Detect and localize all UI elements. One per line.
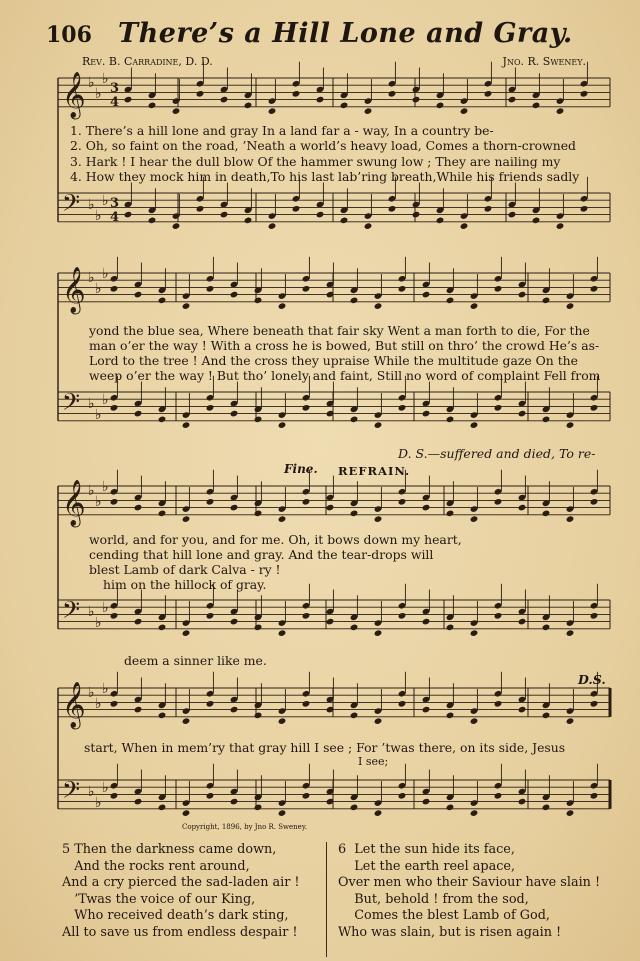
note-head [278,629,287,637]
flat-icon: ♭ [88,197,95,213]
note-head [302,700,311,708]
note-head [268,107,277,115]
note-head [590,612,599,620]
note-head [158,510,167,518]
note-head [422,798,431,806]
time-signature: 3 [110,81,120,96]
note-head [268,222,277,230]
author-credit: Rev. B. Carradine, D. D. [82,55,213,68]
note-head [518,410,527,418]
note-head [446,712,455,720]
note-head [158,804,167,812]
note-head [278,421,287,429]
note-head [206,792,215,800]
flat-icon: ♭ [88,604,95,620]
lyric-line-verse-4: 4. How they mock him in death,To his last lab’ring breath,While his friends sadly [70,169,580,184]
note-head [398,404,407,412]
lyric-line-verse-2: cending that hill lone and gray. And the tear-drops will [89,547,434,562]
note-head [148,102,157,110]
note-head [566,302,575,310]
note-head [398,700,407,708]
note-head [196,90,205,98]
flat-icon: ♭ [102,71,109,87]
flat-icon: ♭ [88,784,95,800]
note-head [374,421,383,429]
note-head [350,297,359,305]
note-head [158,297,167,305]
note-head [206,612,215,620]
note-head [230,618,239,626]
note-head [494,612,503,620]
clef-icon: 𝄞 [62,267,86,313]
lyric-line-verse-1: 1. There’s a hill lone and gray In a land far a - way, In a country be- [70,123,494,138]
note-head [182,421,191,429]
note-head [110,792,119,800]
note-head [436,102,445,110]
note-head [340,217,349,225]
note-head [518,291,527,299]
clef-icon: 𝄞 [62,682,86,728]
note-head [446,297,455,305]
note-head [278,809,287,817]
note-head [446,624,455,632]
note-head [230,291,239,299]
note-head [566,809,575,817]
note-head [374,515,383,523]
note-head [556,107,565,115]
note-head [230,706,239,714]
lyric-line-verse-3: 3. Hark ! I hear the dull blow Of the hammer swung low ; They are nailing my [70,154,561,169]
flat-icon: ♭ [95,615,102,631]
note-head [134,706,143,714]
note-head [316,96,325,104]
note-head [182,302,191,310]
note-head [494,700,503,708]
note-head [230,798,239,806]
note-head [220,96,229,104]
note-head [134,618,143,626]
note-head [590,404,599,412]
note-head [158,624,167,632]
note-head [542,297,551,305]
note-head [398,498,407,506]
note-head [566,629,575,637]
note-head [206,498,215,506]
note-head [518,798,527,806]
composer-credit: Jno. R. Sweney. [502,55,586,68]
flat-icon: ♭ [95,208,102,224]
note-head [470,302,479,310]
note-head [124,96,133,104]
flat-icon: ♭ [95,795,102,811]
note-head [398,285,407,293]
note-head [422,291,431,299]
note-head [470,717,479,725]
note-head [374,629,383,637]
note-head [566,515,575,523]
note-head [158,416,167,424]
copyright-notice: Copyright, 1896, by Jno R. Sweney. [182,823,308,831]
note-head [316,211,325,219]
note-head [244,217,253,225]
flat-icon: ♭ [102,681,109,697]
note-head [350,416,359,424]
note-head [110,404,119,412]
note-head [278,717,287,725]
note-head [278,515,287,523]
note-head [364,107,373,115]
note-head [230,504,239,512]
clef-icon: 𝄞 [62,480,86,526]
note-head [326,504,335,512]
lyric-line-verse-2: man o’er the way ! With a cross he is bowed, But still on thro’ the crowd He’s as- [89,338,600,353]
clef-icon: 𝄢 [62,388,81,421]
note-head [446,510,455,518]
note-head [206,700,215,708]
note-head [590,700,599,708]
note-head [470,809,479,817]
note-head [374,809,383,817]
note-head [422,618,431,626]
note-head [182,809,191,817]
note-head [110,498,119,506]
note-head [134,291,143,299]
ds-marking: D.S. [578,672,606,687]
lyric-line-verse-3: blest Lamb of dark Calva - ry ! [89,562,281,577]
note-head [422,504,431,512]
note-head [340,102,349,110]
flat-icon: ♭ [88,270,95,286]
note-head [422,410,431,418]
note-head [412,96,421,104]
note-head [302,498,311,506]
note-head [580,205,589,213]
flat-icon: ♭ [95,494,102,510]
note-head [110,612,119,620]
flat-icon: ♭ [102,780,109,796]
note-head [398,612,407,620]
note-head [412,211,421,219]
time-signature: 4 [110,95,120,110]
note-head [422,706,431,714]
note-head [532,102,541,110]
note-head [124,211,133,219]
note-head [254,510,263,518]
note-head [542,416,551,424]
note-head [398,792,407,800]
note-head [244,102,253,110]
note-head [494,792,503,800]
note-head [494,498,503,506]
note-head [230,410,239,418]
hymn-title: There’s a Hill Lone and Gray. [118,18,573,49]
note-head [182,717,191,725]
flat-icon: ♭ [95,86,102,102]
note-head [518,618,527,626]
note-head [134,504,143,512]
flat-icon: ♭ [88,483,95,499]
verse-6: 6 Let the sun hide its face, Let the earth reel apace, Over men who their Saviour have slain ! But, behold ! from the sod, Comes the blest Lamb of God, Who was slain, but is risen again ! [338,842,601,940]
flat-icon: ♭ [88,396,95,412]
clef-icon: 𝄢 [62,776,81,809]
note-head [302,792,311,800]
note-head [110,700,119,708]
note-head [374,717,383,725]
note-head [542,712,551,720]
note-head [566,717,575,725]
note-head [302,285,311,293]
note-head [470,629,479,637]
note-head [470,515,479,523]
note-head [254,804,263,812]
note-head [388,90,397,98]
note-head [508,211,517,219]
note-head [254,624,263,632]
note-head [518,706,527,714]
lyric-line-verse-4: weep o’er the way ! But tho’ lonely and faint, Still no word of complaint Fell from [89,368,601,383]
note-head [446,804,455,812]
note-head [302,612,311,620]
note-head [436,217,445,225]
time-signature: 3 [110,196,120,211]
flat-icon: ♭ [88,75,95,91]
clef-icon: 𝄢 [62,596,81,629]
note-head [460,222,469,230]
fine-marking: Fine. [284,462,318,476]
flat-icon: ♭ [95,696,102,712]
note-head [206,404,215,412]
note-head [326,618,335,626]
lyric-line-verse-2: 2. Oh, so faint on the road, ’Neath a world’s heavy load, Comes a thorn-crowned [70,138,576,153]
note-head [350,624,359,632]
note-head [388,205,397,213]
note-head [254,416,263,424]
note-head [134,798,143,806]
note-head [460,107,469,115]
note-head [254,712,263,720]
note-head [590,792,599,800]
note-head [182,515,191,523]
note-head [518,504,527,512]
lyric-line-verse-1: yond the blue sea, Where beneath that fair sky Went a man forth to die, For the [89,323,590,338]
note-head [196,205,205,213]
flat-icon: ♭ [95,281,102,297]
note-head [158,712,167,720]
flat-icon: ♭ [102,193,109,209]
note-head [292,205,301,213]
ds-lyric: D. S.—suffered and died, To re- [398,446,596,461]
note-head [148,217,157,225]
verse-5: 5 Then the darkness came down, And the rocks rent around, And a cry pierced the sad-laden air ! ’Twas the voice of our King, Who received death’s dark sting, All to save us from endless despair ! [62,842,300,940]
note-head [172,222,181,230]
note-head [566,421,575,429]
refrain-label: REFRAIN. [338,464,411,478]
flat-icon: ♭ [95,407,102,423]
lyric-line: start, When in mem’ry that gray hill I see ; For ’twas there, on its side, Jesus [84,740,566,755]
flat-icon: ♭ [88,685,95,701]
note-head [110,285,119,293]
bass-lyric-line: deem a sinner like me. [124,653,267,668]
note-head [350,804,359,812]
clef-icon: 𝄢 [62,189,81,222]
note-head [532,217,541,225]
echo-lyric: I see; [358,755,389,768]
note-head [542,510,551,518]
note-head [182,629,191,637]
note-head [278,302,287,310]
note-head [254,297,263,305]
note-head [350,510,359,518]
flat-icon: ♭ [102,600,109,616]
note-head [470,421,479,429]
note-head [350,712,359,720]
note-head [134,410,143,418]
note-head [292,90,301,98]
note-head [484,90,493,98]
note-head [446,416,455,424]
note-head [172,107,181,115]
note-head [302,404,311,412]
note-head [206,285,215,293]
note-head [484,205,493,213]
note-head [494,404,503,412]
note-head [494,285,503,293]
flat-icon: ♭ [102,479,109,495]
note-head [364,222,373,230]
verse-divider [326,842,327,957]
page-number: 106 [46,22,92,48]
note-head [580,90,589,98]
clef-icon: 𝄞 [62,72,86,118]
note-head [508,96,517,104]
note-head [556,222,565,230]
note-head [374,302,383,310]
lyric-line-verse-3: Lord to the tree ! And the cross they upraise While the multitude gaze On the [89,353,578,368]
time-signature: 4 [110,210,120,225]
lyric-line-verse-4: him on the hillock of gray. [103,577,267,592]
note-head [590,285,599,293]
lyric-line-verse-1: world, and for you, and for me. Oh, it bows down my heart, [89,532,462,547]
flat-icon: ♭ [102,266,109,282]
note-head [220,211,229,219]
flat-icon: ♭ [102,392,109,408]
note-head [590,498,599,506]
note-head [542,804,551,812]
note-head [542,624,551,632]
